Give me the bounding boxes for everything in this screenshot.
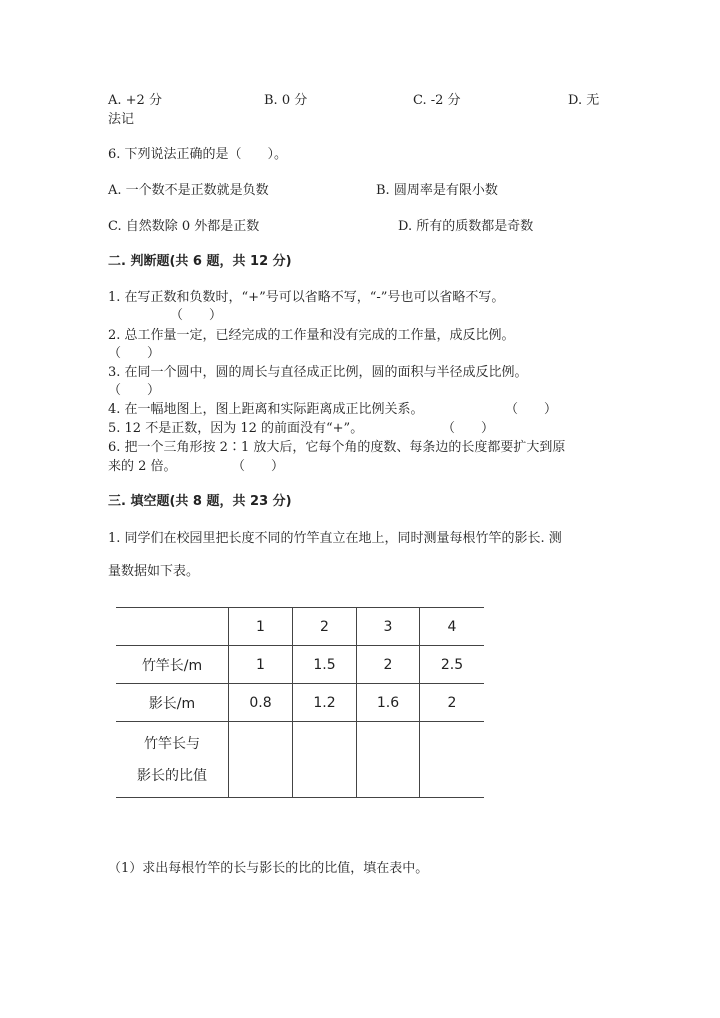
table-cell: 3 [357,608,420,646]
judge-q5-paren: （ ） [442,421,495,436]
judge-q3-paren: （ ） [108,383,161,398]
table-cell [116,608,229,646]
fill-q1-cont: 量数据如下表。 [108,564,200,579]
table-cell: 1.2 [293,684,357,722]
judge-q6-cont: 来的 2 倍。 [108,459,177,474]
table-cell: 1 [229,608,293,646]
table-cell: 竹竿长/m [116,646,229,684]
table-row [116,722,484,798]
answer-cell[interactable] [229,722,293,798]
table-cell-ratio-label [116,722,229,798]
q6-option-b: B. 圆周率是有限小数 [376,183,498,198]
q6-option-c: C. 自然数除 0 外都是正数 [108,219,260,234]
table-cell: 0.8 [229,684,293,722]
table-header-row [116,608,484,646]
measurement-table [116,607,484,798]
section3-heading: 三. 填空题(共 8 题，共 23 分) [108,494,292,509]
table-cell: 1 [229,646,293,684]
judge-q4: 4. 在一幅地图上，图上距离和实际距离成正比例关系。 [108,402,424,417]
judge-q5: 5. 12 不是正数，因为 12 的前面没有“+”。 [108,421,364,436]
table-cell: 2 [357,646,420,684]
judge-q2-paren: （ ） [108,346,161,361]
table-cell: 2.5 [420,646,485,684]
q6-stem: 6. 下列说法正确的是（ ）。 [108,147,288,162]
judge-q2: 2. 总工作量一定，已经完成的工作量和没有完成的工作量，成反比例。 [108,328,515,343]
q5-option-d: D. 无 [568,93,600,108]
answer-cell[interactable] [357,722,420,798]
judge-q6: 6. 把一个三角形按 2∶1 放大后，它每个角的度数、每条边的长度都要扩大到原 [108,440,566,455]
fill-q1: 1. 同学们在校园里把长度不同的竹竿直立在地上，同时测量每根竹竿的影长. 测 [108,531,562,546]
q5-option-d-cont: 法记 [108,112,135,127]
section2-heading: 二. 判断题(共 6 题，共 12 分) [108,254,292,269]
judge-q6-paren: （ ） [232,459,285,474]
table-row [116,646,484,684]
ratio-label-line1: 竹竿长与 [144,735,200,752]
table-cell: 2 [293,608,357,646]
table-cell: 1.5 [293,646,357,684]
q6-option-d: D. 所有的质数都是奇数 [398,219,534,234]
answer-cell[interactable] [420,722,485,798]
judge-q3: 3. 在同一个圆中，圆的周长与直径成正比例，圆的面积与半径成反比例。 [108,365,528,380]
fill-q1-sub1: （1）求出每根竹竿的长与影长的比的比值，填在表中。 [108,861,429,876]
table-cell: 2 [420,684,485,722]
table-row [116,684,484,722]
judge-q1: 1. 在写正数和负数时，“+”号可以省略不写，“-”号也可以省略不写。 [108,290,505,305]
judge-q1-paren: （ ） [170,308,223,323]
ratio-label-line2: 影长的比值 [137,767,207,784]
table-cell: 影长/m [116,684,229,722]
table-cell: 4 [420,608,485,646]
table-cell: 1.6 [357,684,420,722]
answer-cell[interactable] [293,722,357,798]
judge-q4-paren: （ ） [505,402,558,417]
q5-option-b: B. 0 分 [264,93,308,108]
q5-option-a: A. +2 分 [108,93,162,108]
q6-option-a: A. 一个数不是正数就是负数 [108,183,269,198]
q5-option-c: C. -2 分 [413,93,461,108]
